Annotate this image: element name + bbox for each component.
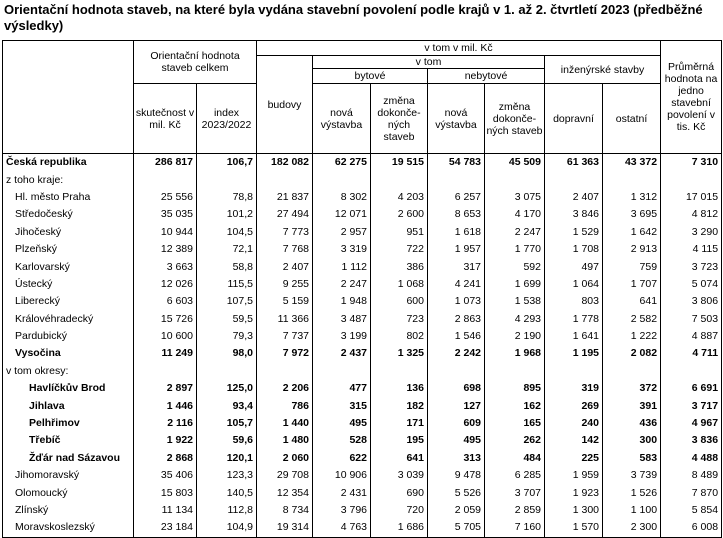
header-bytove: bytové: [313, 69, 428, 84]
table-cell: 3 487: [313, 311, 371, 328]
table-cell: [603, 363, 661, 380]
row-label: Pelhřimov: [3, 415, 134, 432]
table-cell: 2 060: [257, 450, 313, 467]
table-cell: 61 363: [545, 154, 603, 172]
table-cell: 720: [371, 502, 428, 519]
table-cell: 2 913: [603, 241, 661, 258]
table-cell: 5 705: [428, 519, 485, 537]
table-cell: 7 972: [257, 345, 313, 362]
table-cell: 107,5: [197, 293, 257, 310]
table-cell: 3 739: [603, 467, 661, 484]
table-cell: 9 255: [257, 276, 313, 293]
table-cell: 2 247: [485, 224, 545, 241]
table-cell: 1 968: [485, 345, 545, 362]
table-cell: 2 082: [603, 345, 661, 362]
row-label: Hl. město Praha: [3, 189, 134, 206]
table-cell: 93,4: [197, 397, 257, 414]
table-cell: 72,1: [197, 241, 257, 258]
table-cell: [257, 171, 313, 188]
table-cell: 262: [485, 432, 545, 449]
table-cell: [428, 363, 485, 380]
table-cell: 58,8: [197, 258, 257, 275]
table-cell: 6 008: [661, 519, 722, 537]
table-cell: 7 768: [257, 241, 313, 258]
table-cell: 182: [371, 397, 428, 414]
table-cell: [545, 171, 603, 188]
table-cell: 35 035: [134, 206, 197, 223]
table-cell: 9 478: [428, 467, 485, 484]
header-prumerna: Průměrná hodnota na jedno stavební povolení v tis. Kč: [661, 41, 722, 154]
table-cell: 6 257: [428, 189, 485, 206]
row-label: Vysočina: [3, 345, 134, 362]
table-cell: 1 923: [545, 484, 603, 501]
table-cell: 1 222: [603, 328, 661, 345]
table-cell: 59,5: [197, 311, 257, 328]
table-cell: 7 160: [485, 519, 545, 537]
table-cell: 140,5: [197, 484, 257, 501]
table-row: [3, 450, 722, 467]
table-cell: 101,2: [197, 206, 257, 223]
table-cell: [545, 363, 603, 380]
table-cell: 2 600: [371, 206, 428, 223]
table-cell: 7 310: [661, 154, 722, 172]
table-cell: 317: [428, 258, 485, 275]
table-cell: 436: [603, 415, 661, 432]
table-cell: 497: [545, 258, 603, 275]
table-cell: 104,5: [197, 224, 257, 241]
table-cell: 120,1: [197, 450, 257, 467]
table-cell: 2 957: [313, 224, 371, 241]
header-v-tom: v tom v mil. Kč: [257, 41, 661, 56]
table-cell: 7 737: [257, 328, 313, 345]
table-cell: 11 134: [134, 502, 197, 519]
table-row: [3, 519, 722, 537]
table-cell: 162: [485, 397, 545, 414]
table-cell: 803: [545, 293, 603, 310]
table-cell: 4 763: [313, 519, 371, 537]
table-cell: 5 159: [257, 293, 313, 310]
table-cell: 1 440: [257, 415, 313, 432]
table-cell: 1 538: [485, 293, 545, 310]
table-cell: 29 708: [257, 467, 313, 484]
table-cell: 4 711: [661, 345, 722, 362]
row-label: Havlíčkův Brod: [3, 380, 134, 397]
table-cell: 641: [371, 450, 428, 467]
table-cell: [371, 171, 428, 188]
table-cell: 4 812: [661, 206, 722, 223]
table-cell: [485, 363, 545, 380]
table-cell: 7 773: [257, 224, 313, 241]
table-cell: 1 770: [485, 241, 545, 258]
table-cell: 895: [485, 380, 545, 397]
table-cell: 7 503: [661, 311, 722, 328]
table-cell: 1 064: [545, 276, 603, 293]
table-cell: 723: [371, 311, 428, 328]
table-cell: 1 325: [371, 345, 428, 362]
table-cell: 2 407: [545, 189, 603, 206]
table-cell: 225: [545, 450, 603, 467]
header-nova-nebytove: nová výstavba: [428, 84, 485, 154]
table-cell: 698: [428, 380, 485, 397]
table-cell: 11 366: [257, 311, 313, 328]
table-cell: 182 082: [257, 154, 313, 172]
table-cell: 21 837: [257, 189, 313, 206]
table-cell: 123,3: [197, 467, 257, 484]
table-cell: 1 570: [545, 519, 603, 537]
table-row: [3, 484, 722, 501]
table-cell: 4 170: [485, 206, 545, 223]
table-cell: [134, 171, 197, 188]
table-cell: 3 846: [545, 206, 603, 223]
table-cell: 10 906: [313, 467, 371, 484]
table-cell: 12 071: [313, 206, 371, 223]
table-cell: [134, 363, 197, 380]
table-row: [3, 311, 722, 328]
table-cell: 2 582: [603, 311, 661, 328]
table-cell: 609: [428, 415, 485, 432]
table-cell: 759: [603, 258, 661, 275]
header-index: index 2023/2022: [197, 84, 257, 154]
header-nova-bytove: nová výstavba: [313, 84, 371, 154]
table-cell: 269: [545, 397, 603, 414]
table-cell: 495: [428, 432, 485, 449]
table-row: [3, 397, 722, 414]
table-cell: 286 817: [134, 154, 197, 172]
table-cell: 1 641: [545, 328, 603, 345]
table-cell: 4 293: [485, 311, 545, 328]
table-cell: 142: [545, 432, 603, 449]
header-v-tom-sub: v tom: [313, 56, 545, 69]
table-cell: 5 854: [661, 502, 722, 519]
table-cell: 6 691: [661, 380, 722, 397]
table-cell: 12 026: [134, 276, 197, 293]
table-cell: [371, 363, 428, 380]
table-row: [3, 276, 722, 293]
header-zmena-bytove: změna dokonče-ných staveb: [371, 84, 428, 154]
table-row: [3, 415, 722, 432]
table-cell: 1 546: [428, 328, 485, 345]
table-cell: 3 663: [134, 258, 197, 275]
table-cell: 2 206: [257, 380, 313, 397]
table-cell: 1 959: [545, 467, 603, 484]
row-label: Ústecký: [3, 276, 134, 293]
row-label: Pardubický: [3, 328, 134, 345]
header-budovy: budovy: [257, 56, 313, 154]
table-cell: 3 836: [661, 432, 722, 449]
table-cell: [485, 171, 545, 188]
table-cell: 11 249: [134, 345, 197, 362]
table-cell: 2 116: [134, 415, 197, 432]
row-label: z toho kraje:: [3, 171, 134, 188]
header-dopravni: dopravní: [545, 84, 603, 154]
row-label: v tom okresy:: [3, 363, 134, 380]
table-cell: 1 195: [545, 345, 603, 362]
table-cell: 3 039: [371, 467, 428, 484]
table-cell: 25 556: [134, 189, 197, 206]
table-cell: 4 967: [661, 415, 722, 432]
table-cell: 484: [485, 450, 545, 467]
table-cell: 2 300: [603, 519, 661, 537]
header-skutecnost: skutečnost v mil. Kč: [134, 84, 197, 154]
header-orientacni: Orientační hodnota staveb celkem: [134, 41, 257, 84]
header-inzenyrske: inženýrské stavby: [545, 56, 661, 84]
table-cell: 4 115: [661, 241, 722, 258]
table-cell: 8 653: [428, 206, 485, 223]
table-cell: 583: [603, 450, 661, 467]
row-label: Karlovarský: [3, 258, 134, 275]
row-label: Jihlava: [3, 397, 134, 414]
table-cell: 3 319: [313, 241, 371, 258]
table-cell: 17 015: [661, 189, 722, 206]
table-cell: 1 699: [485, 276, 545, 293]
table-cell: 54 783: [428, 154, 485, 172]
row-label: Olomoucký: [3, 484, 134, 501]
row-label: Žďár nad Sázavou: [3, 450, 134, 467]
table-cell: 98,0: [197, 345, 257, 362]
table-cell: 3 707: [485, 484, 545, 501]
table-cell: 3 199: [313, 328, 371, 345]
table-cell: 5 526: [428, 484, 485, 501]
table-cell: 4 887: [661, 328, 722, 345]
table-cell: 5 074: [661, 276, 722, 293]
table-cell: [313, 171, 371, 188]
table-cell: 23 184: [134, 519, 197, 537]
table-row: [3, 345, 722, 362]
table-cell: 79,3: [197, 328, 257, 345]
table-cell: 8 734: [257, 502, 313, 519]
table-cell: 4 241: [428, 276, 485, 293]
table-cell: 2 247: [313, 276, 371, 293]
table-cell: 62 275: [313, 154, 371, 172]
table-row: [3, 189, 722, 206]
table-cell: 319: [545, 380, 603, 397]
table-cell: 6 603: [134, 293, 197, 310]
header-nebytove: nebytové: [428, 69, 545, 84]
table-cell: 1 446: [134, 397, 197, 414]
construction-permits-table: [2, 40, 722, 538]
table-cell: 2 897: [134, 380, 197, 397]
table-cell: 104,9: [197, 519, 257, 537]
table-cell: 1 618: [428, 224, 485, 241]
table-cell: 19 515: [371, 154, 428, 172]
table-cell: 15 726: [134, 311, 197, 328]
table-cell: 3 075: [485, 189, 545, 206]
table-row: [3, 467, 722, 484]
table-cell: 386: [371, 258, 428, 275]
table-cell: 4 203: [371, 189, 428, 206]
row-label: Středočeský: [3, 206, 134, 223]
table-cell: 2 868: [134, 450, 197, 467]
table-cell: 2 437: [313, 345, 371, 362]
row-label: Jihočeský: [3, 224, 134, 241]
table-cell: 2 059: [428, 502, 485, 519]
table-cell: 10 944: [134, 224, 197, 241]
table-cell: 528: [313, 432, 371, 449]
table-cell: 1 922: [134, 432, 197, 449]
table-cell: 641: [603, 293, 661, 310]
table-cell: [197, 171, 257, 188]
table-cell: 2 859: [485, 502, 545, 519]
row-label: Jihomoravský: [3, 467, 134, 484]
table-cell: 4 488: [661, 450, 722, 467]
table-cell: 1 778: [545, 311, 603, 328]
table-cell: 1 707: [603, 276, 661, 293]
table-cell: 12 354: [257, 484, 313, 501]
table-cell: 313: [428, 450, 485, 467]
table-cell: [428, 171, 485, 188]
table-row: [3, 258, 722, 275]
table-cell: 1 642: [603, 224, 661, 241]
table-cell: 6 285: [485, 467, 545, 484]
table-cell: 8 489: [661, 467, 722, 484]
table-cell: 477: [313, 380, 371, 397]
table-cell: [661, 171, 722, 188]
table-cell: 106,7: [197, 154, 257, 172]
table-row: [3, 328, 722, 345]
table-cell: [313, 363, 371, 380]
table-cell: 1 300: [545, 502, 603, 519]
table-cell: 592: [485, 258, 545, 275]
table-cell: 45 509: [485, 154, 545, 172]
table-cell: 43 372: [603, 154, 661, 172]
table-cell: 3 695: [603, 206, 661, 223]
table-cell: 1 100: [603, 502, 661, 519]
table-row: [3, 224, 722, 241]
table-cell: 1 112: [313, 258, 371, 275]
table-cell: 622: [313, 450, 371, 467]
table-cell: 7 870: [661, 484, 722, 501]
table-cell: [661, 363, 722, 380]
table-row: [3, 432, 722, 449]
table-cell: 690: [371, 484, 428, 501]
row-label: Liberecký: [3, 293, 134, 310]
table-cell: 495: [313, 415, 371, 432]
table-cell: [197, 363, 257, 380]
table-cell: 59,6: [197, 432, 257, 449]
table-cell: 951: [371, 224, 428, 241]
header-ostatni: ostatní: [603, 84, 661, 154]
table-row: [3, 293, 722, 310]
row-label: Moravskoslezský: [3, 519, 134, 537]
table-cell: 35 406: [134, 467, 197, 484]
table-cell: 1 480: [257, 432, 313, 449]
table-cell: 391: [603, 397, 661, 414]
table-cell: 2 190: [485, 328, 545, 345]
table-row: [3, 154, 722, 172]
table-title: Orientační hodnota staveb, na které byla vydána stavební povolení podle krajů v 1. až 2. čtvrtletí 2023 (předběžné výsledky): [4, 2, 703, 33]
table-row: [3, 380, 722, 397]
row-label: Třebíč: [3, 432, 134, 449]
table-cell: 195: [371, 432, 428, 449]
table-row: [3, 171, 722, 188]
corner-cell: [3, 41, 134, 154]
table-cell: 78,8: [197, 189, 257, 206]
row-label: Česká republika: [3, 154, 134, 172]
table-cell: 1 312: [603, 189, 661, 206]
table-cell: 125,0: [197, 380, 257, 397]
table-cell: 1 686: [371, 519, 428, 537]
table-cell: 802: [371, 328, 428, 345]
table-cell: 1 073: [428, 293, 485, 310]
table-cell: 3 723: [661, 258, 722, 275]
table-row: [3, 241, 722, 258]
table-cell: 1 948: [313, 293, 371, 310]
table-cell: 15 803: [134, 484, 197, 501]
table-cell: 171: [371, 415, 428, 432]
table-cell: 600: [371, 293, 428, 310]
table-cell: 2 863: [428, 311, 485, 328]
table-cell: 1 068: [371, 276, 428, 293]
table-cell: 2 242: [428, 345, 485, 362]
table-cell: 3 796: [313, 502, 371, 519]
table-cell: 315: [313, 397, 371, 414]
table-cell: 127: [428, 397, 485, 414]
table-cell: 372: [603, 380, 661, 397]
table-cell: [257, 363, 313, 380]
table-cell: 1 526: [603, 484, 661, 501]
table-cell: 105,7: [197, 415, 257, 432]
table-cell: 3 290: [661, 224, 722, 241]
table-cell: 19 314: [257, 519, 313, 537]
table-cell: 112,8: [197, 502, 257, 519]
table-cell: 2 431: [313, 484, 371, 501]
header-zmena-nebytove: změna dokonče-ných staveb: [485, 84, 545, 154]
table-cell: 115,5: [197, 276, 257, 293]
table-cell: 165: [485, 415, 545, 432]
table-row: [3, 206, 722, 223]
table-cell: 27 494: [257, 206, 313, 223]
row-label: Zlínský: [3, 502, 134, 519]
table-cell: [603, 171, 661, 188]
row-label: Plzeňský: [3, 241, 134, 258]
table-cell: 2 407: [257, 258, 313, 275]
table-cell: 136: [371, 380, 428, 397]
table-cell: 3 806: [661, 293, 722, 310]
table-cell: 1 529: [545, 224, 603, 241]
table-cell: 786: [257, 397, 313, 414]
table-cell: 12 389: [134, 241, 197, 258]
table-cell: 3 717: [661, 397, 722, 414]
table-cell: 240: [545, 415, 603, 432]
table-row: [3, 363, 722, 380]
table-row: [3, 502, 722, 519]
table-cell: 8 302: [313, 189, 371, 206]
table-cell: 10 600: [134, 328, 197, 345]
table-cell: 1 708: [545, 241, 603, 258]
row-label: Královéhradecký: [3, 311, 134, 328]
table-cell: 1 957: [428, 241, 485, 258]
table-cell: 300: [603, 432, 661, 449]
table-cell: 722: [371, 241, 428, 258]
